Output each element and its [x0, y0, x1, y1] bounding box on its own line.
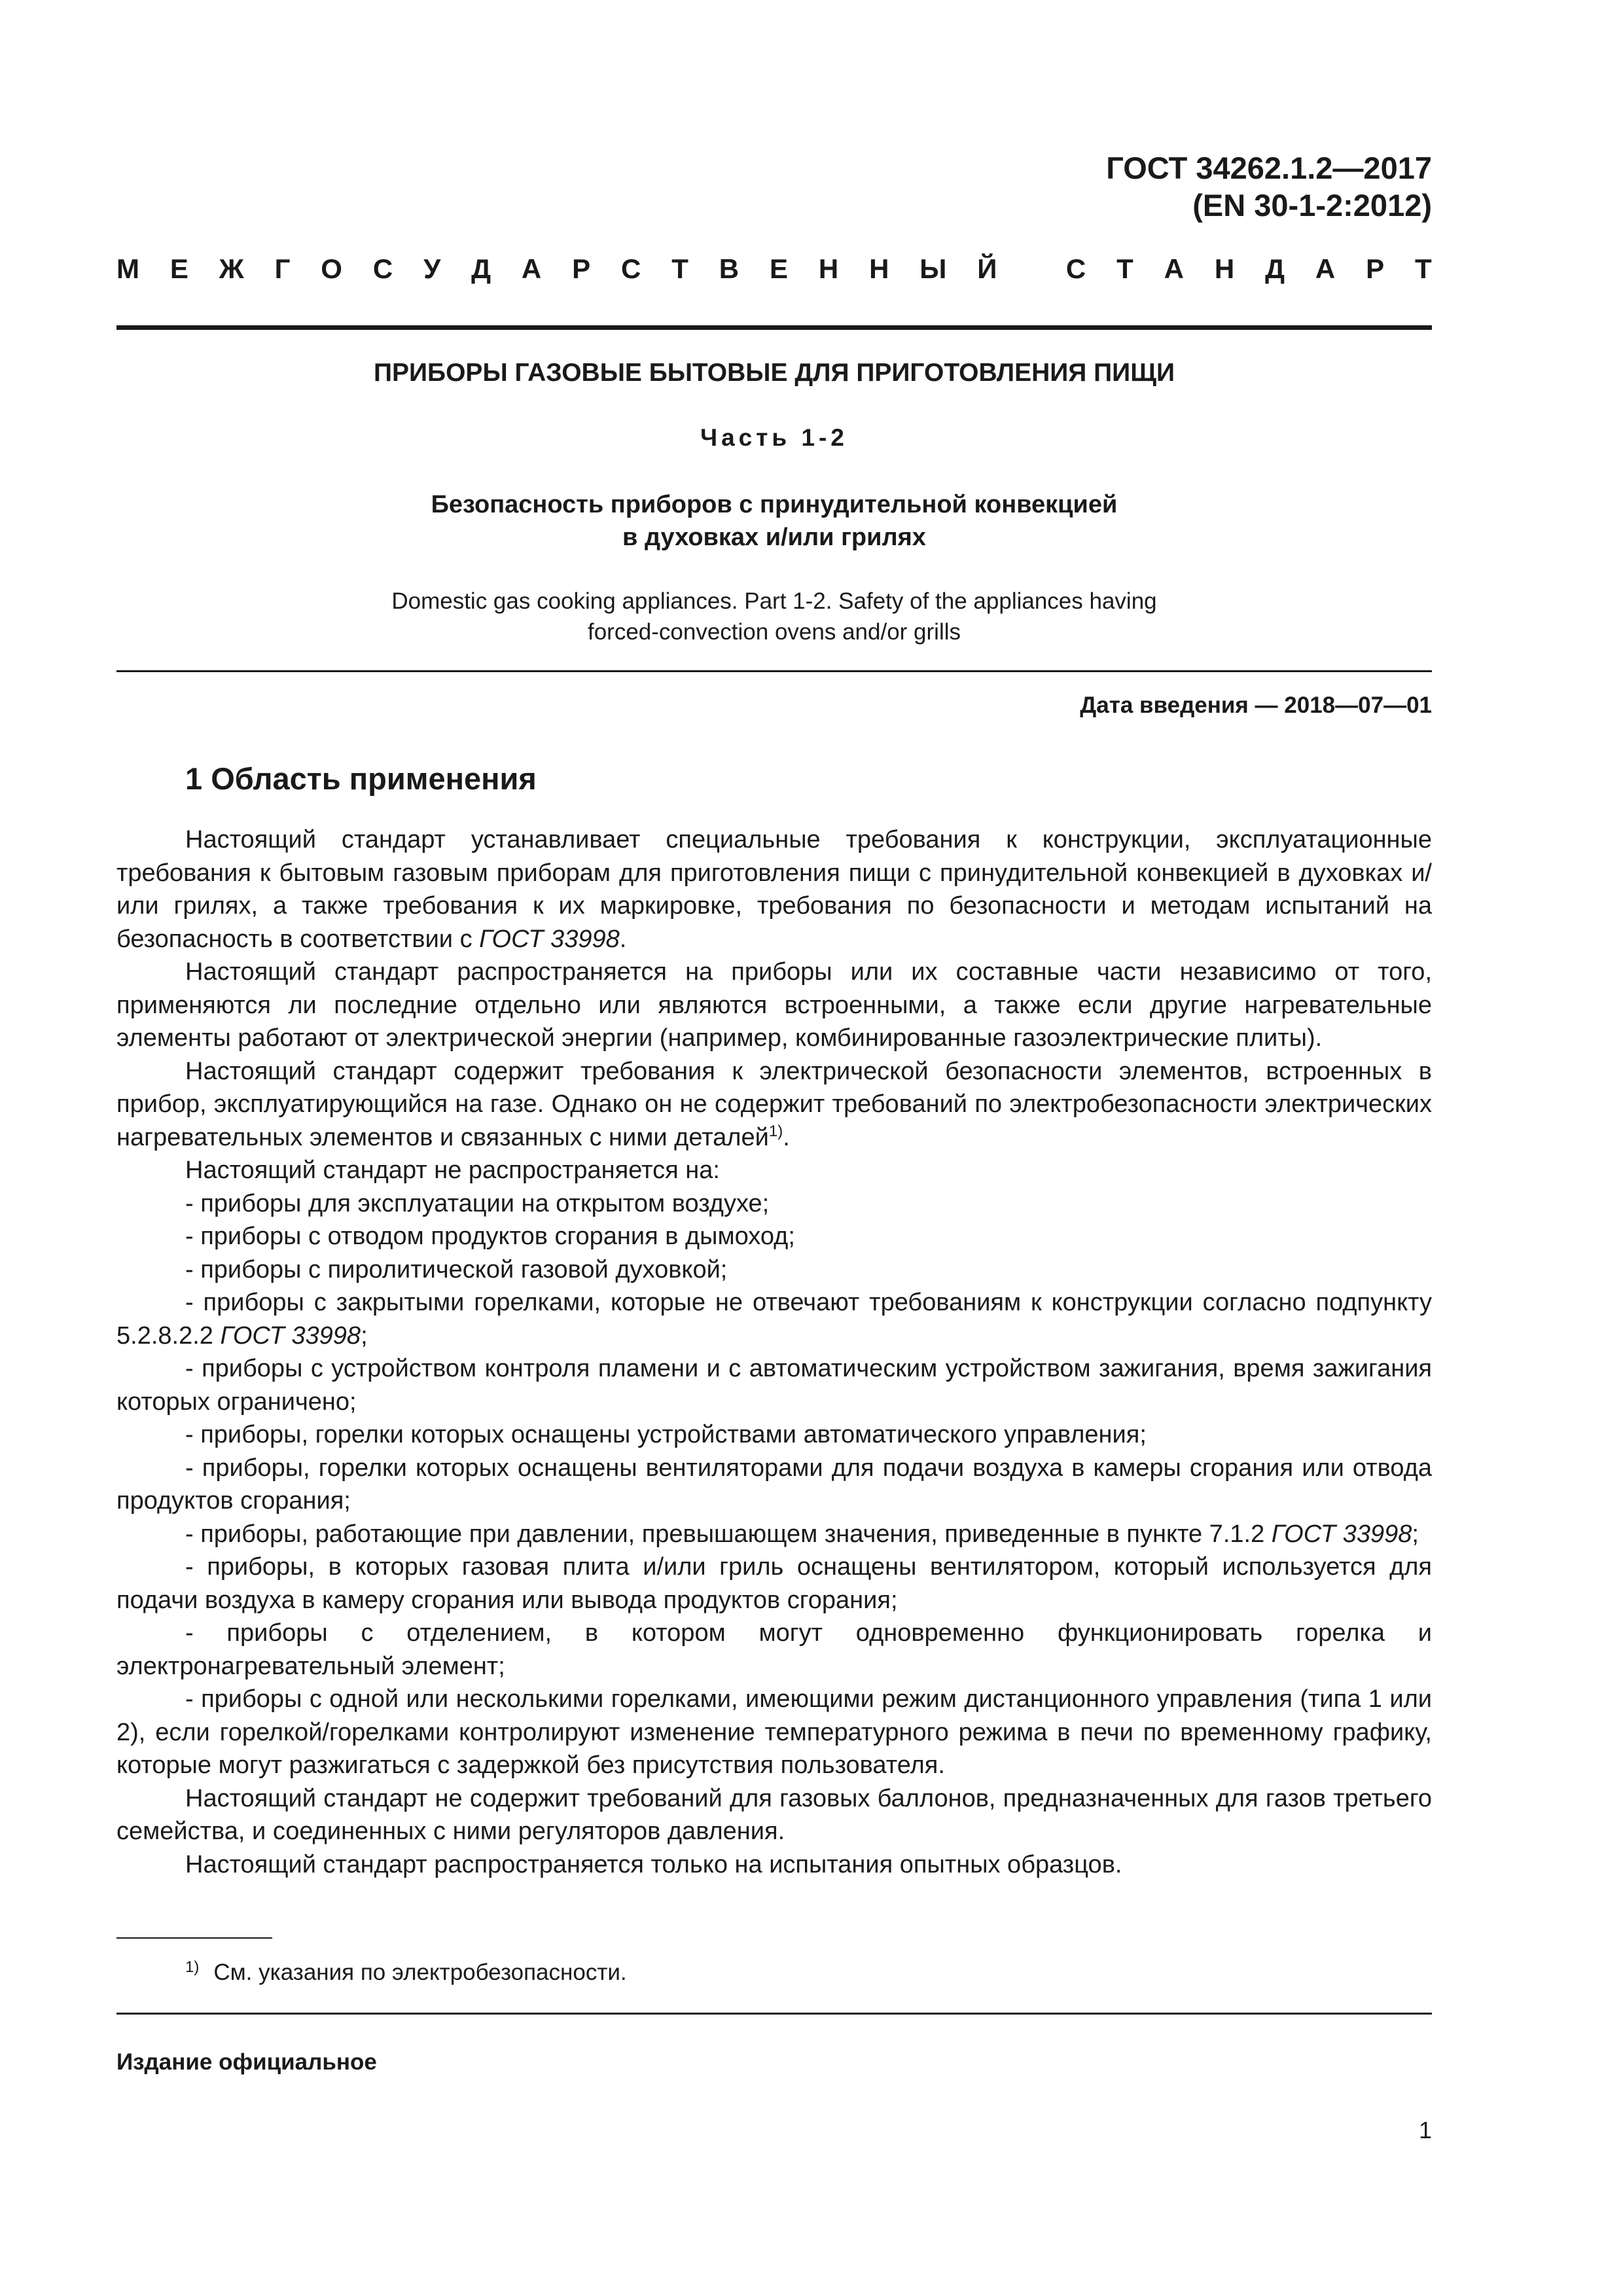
kind-letter: С [1065, 253, 1086, 284]
english-title-line: forced-convection ovens and/or grills [587, 619, 961, 645]
list-item: - приборы с устройством контроля пламени и с автоматическим устройством зажигания, время зажигания которых ограничено; [116, 1355, 1432, 1416]
section-body [116, 823, 1432, 1881]
standard-number-block [1106, 149, 1432, 224]
kind-letter: Н [1214, 253, 1235, 284]
kind-letter: М [116, 253, 139, 284]
footer-rule [116, 2013, 1432, 2015]
kind-letter: Т [671, 253, 688, 284]
paragraph: Настоящий стандарт распространяется только на испытания опытных образцов. [185, 1850, 1122, 1878]
paragraph: Настоящий стандарт не распространяется на: [185, 1157, 720, 1184]
kind-letter: Р [1366, 253, 1385, 284]
section-heading: 1 Область применения [185, 761, 537, 796]
subtitle-line: Безопасность приборов с принудительной конвекцией [431, 491, 1118, 518]
list-item: - приборы, горелки которых оснащены вентиляторами для подачи воздуха в камеры сгорания или отвода продуктов сгорания; [116, 1454, 1432, 1515]
footnote-ref: 1) [768, 1122, 783, 1140]
paragraph: Настоящий стандарт содержит требования к электрической безопасности элементов, встроенных в прибор, эксплуатирующийся на газе. Однако он не содержит требований по электробезопасности электрических нагревательных элементов и связанных с ними деталей$^{1)}$. [116, 1057, 1432, 1151]
standard-reference: ГОСТ 33998 [1271, 1520, 1412, 1548]
kind-letter: Г [274, 253, 291, 284]
subtitle-line: в духовках и/или грилях [622, 524, 926, 551]
standard-reference: ГОСТ 33998 [479, 925, 620, 953]
list-item: - приборы, работающие при давлении, превышающем значения, приведенные в пункте 7.1.2 ГОСТ 33998; [185, 1520, 1419, 1548]
kind-letter: Д [471, 253, 491, 284]
kind-letter: Е [769, 253, 788, 284]
document-subtitle [116, 488, 1432, 554]
kind-letter: Н [818, 253, 839, 284]
english-title [116, 586, 1432, 647]
kind-letter: Д [1265, 253, 1285, 284]
title-rule [116, 670, 1432, 672]
footnote [185, 1952, 627, 1988]
list-item: - приборы с одной или несколькими горелками, имеющими режим дистанционного управления (типа 1 или 2), если горелкой/горелками контролируют изменение температурного режима в печи по временному графику, которые могут разжигаться с задержкой без присутствия пользователя. [116, 1685, 1432, 1779]
kind-letter: С [372, 253, 393, 284]
list-item: - приборы с отводом продуктов сгорания в дымоход; [185, 1223, 795, 1250]
kind-letter: Р [572, 253, 591, 284]
standard-reference: ГОСТ 33998 [220, 1321, 361, 1350]
list-item: - приборы, горелки которых оснащены устройствами автоматического управления; [185, 1421, 1147, 1448]
paragraph: Настоящий стандарт распространяется на приборы или их составные части независимо от того, применяются ли последние отдельно или являются встроенными, а также если другие нагревательные элементы работают от электрической энергии (например, комбинированные газоэлектрические плиты). [116, 958, 1432, 1052]
paragraph: Настоящий стандарт не содержит требований для газовых баллонов, предназначенных для газов третьего семейства, и соединенных с ними регуляторов давления. [116, 1784, 1432, 1845]
list-item: - приборы с отделением, в котором могут одновременно функционировать горелка и электронагревательный элемент; [116, 1619, 1432, 1680]
part-label: Часть 1-2 [700, 424, 848, 451]
page-number: 1 [1418, 2117, 1432, 2144]
standard-kind-spaced [116, 251, 1432, 287]
english-title-line: Domestic gas cooking appliances. Part 1-2. Safety of the appliances having [391, 588, 1157, 614]
kind-letter: Е [169, 253, 188, 284]
kind-letter: А [1315, 253, 1336, 284]
kind-letter: У [423, 253, 441, 284]
kind-letter: Й [977, 253, 997, 284]
kind-letter: В [719, 253, 740, 284]
list-item: - приборы с пиролитической газовой духовкой; [185, 1255, 728, 1283]
kind-letter: Н [869, 253, 889, 284]
kind-letter: А [521, 253, 542, 284]
kind-letter: Ж [219, 253, 244, 284]
footnote-text: См. указания по электробезопасности. [213, 1960, 627, 1985]
footnote-separator [116, 1937, 272, 1939]
kind-letter: А [1164, 253, 1184, 284]
kind-letter: Ы [919, 253, 947, 284]
kind-letter: С [620, 253, 641, 284]
list-item: - приборы с закрытыми горелками, которые не отвечают требованиям к конструкции согласно подпункту 5.2.8.2.2 ГОСТ 33998; [116, 1289, 1432, 1350]
kind-letter: Т [1414, 253, 1432, 284]
list-item: - приборы, в которых газовая плита и/или гриль оснащены вентилятором, который используется для подачи воздуха в камеру сгорания или вывода продуктов сгорания; [116, 1553, 1432, 1614]
document-title: ПРИБОРЫ ГАЗОВЫЕ БЫТОВЫЕ ДЛЯ ПРИГОТОВЛЕНИЯ ПИЩИ [373, 359, 1175, 387]
paragraph: Настоящий стандарт устанавливает специальные требования к конструкции, эксплуатационные требования к бытовым газовым приборам для приготовления пищи с принудительной конвекцией в духовках и/или грилях, а также требования к их маркировке, требования по безопасности и методам испытаний на безопасность в соответствии с ГОСТ 33998. [116, 826, 1432, 953]
official-edition-label: Издание официальное [116, 2049, 377, 2075]
en-number: (EN 30-1-2:2012) [1192, 188, 1432, 223]
header-rule [116, 325, 1432, 330]
kind-letter: Т [1116, 253, 1133, 284]
introduction-date: Дата введения — 2018—07—01 [1080, 692, 1432, 718]
gost-number: ГОСТ 34262.1.2—2017 [1106, 151, 1432, 185]
word-gap [1027, 251, 1035, 287]
list-item: - приборы для эксплуатации на открытом воздухе; [185, 1189, 770, 1217]
footnote-mark: 1) [185, 1958, 200, 1976]
kind-letter: О [321, 253, 342, 284]
